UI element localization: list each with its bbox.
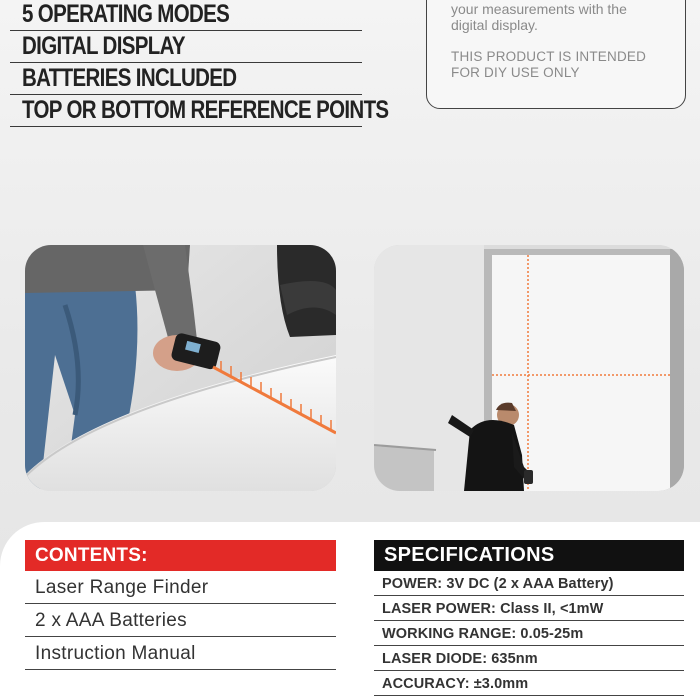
list-item: Instruction Manual: [25, 637, 336, 670]
measuring-illustration: [25, 245, 336, 491]
feature-item: BATTERIES INCLUDED: [10, 63, 362, 95]
feature-item: TOP OR BOTTOM REFERENCE POINTS: [10, 95, 362, 127]
specifications-title: SPECIFICATIONS: [374, 540, 684, 571]
specifications-list: [374, 571, 684, 696]
list-item: Laser Range Finder: [25, 571, 336, 604]
diy-notice: [451, 49, 685, 81]
info-text: [451, 1, 685, 33]
notice-line: THIS PRODUCT IS INTENDED: [451, 49, 647, 64]
notice-line: FOR DIY USE ONLY: [451, 65, 580, 80]
spec-row: LASER POWER: Class II, <1mW: [374, 596, 684, 621]
wall-illustration: [374, 245, 684, 491]
list-item: 2 x AAA Batteries: [25, 604, 336, 637]
info-box: [426, 0, 686, 109]
spec-row: LASER DIODE: 635nm: [374, 646, 684, 671]
spec-row: POWER: 3V DC (2 x AAA Battery): [374, 571, 684, 596]
contents-list: [25, 571, 336, 670]
spec-row: WORKING RANGE: 0.05-25m: [374, 621, 684, 646]
feature-list: [10, 0, 389, 127]
info-line: your measurements with the: [451, 1, 627, 17]
product-photo-measuring: [25, 245, 336, 491]
info-line: digital display.: [451, 17, 538, 33]
feature-item: 5 OPERATING MODES: [10, 0, 362, 31]
feature-item: DIGITAL DISPLAY: [10, 31, 362, 63]
contents-title: CONTENTS:: [25, 540, 336, 571]
product-photo-wall: [374, 245, 684, 491]
spec-row: ACCURACY: ±3.0mm: [374, 671, 684, 696]
